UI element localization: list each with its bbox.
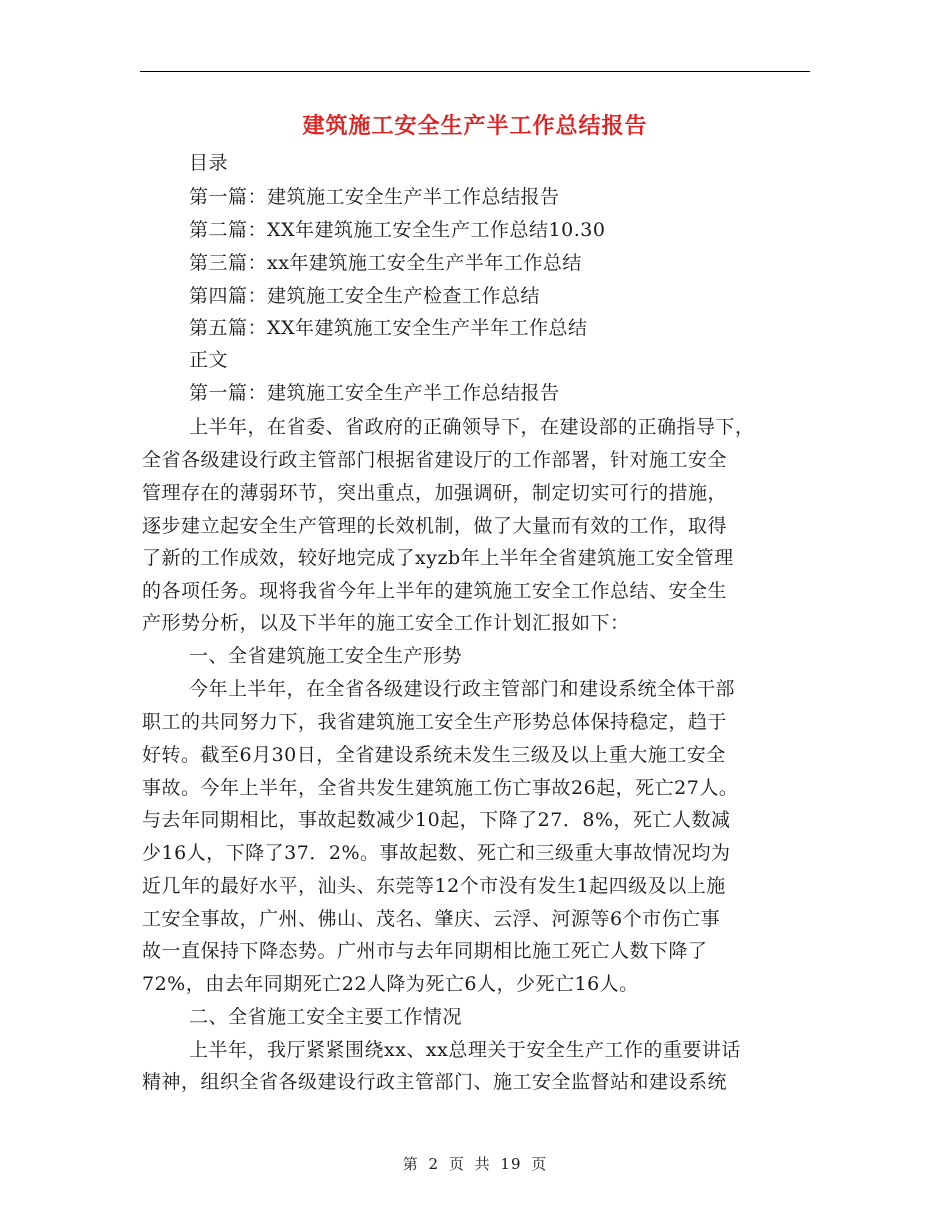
document-title: 建筑施工安全生产半工作总结报告 — [302, 113, 648, 139]
total-pages-number: 19 — [500, 1155, 522, 1173]
header-rule — [140, 71, 810, 72]
paragraph-1-line: 逐步建立起安全生产管理的长效机制，做了大量而有效的工作，取得 — [142, 515, 728, 537]
paragraph-2-line: 工安全事故，广州、佛山、茂名、肇庆、云浮、河源等6个市伤亡事 — [142, 908, 721, 930]
paragraph-1-line: 产形势分析，以及下半年的施工安全工作计划汇报如下： — [142, 612, 630, 634]
paragraph-2-line: 好转。截至6月30日，全省建设系统未发生三级及以上重大施工安全 — [142, 744, 726, 766]
chapter-title: 第一篇：建筑施工安全生产半工作总结报告 — [189, 382, 560, 404]
body-heading: 正文 — [189, 349, 229, 371]
paragraph-2-line: 72%，由去年同期死亡22人降为死亡6人，少死亡16人。 — [142, 973, 639, 995]
paragraph-1-line: 了新的工作成效，较好地完成了xyzb年上半年全省建筑施工安全管理 — [142, 547, 734, 569]
toc-item-4: 第四篇：建筑施工安全生产检查工作总结 — [189, 285, 541, 307]
paragraph-1-line: 上半年，在省委、省政府的正确领导下，在建设部的正确指导下， — [189, 416, 755, 438]
paragraph-1-line: 全省各级建设行政主管部门根据省建设厅的工作部署，针对施工安全 — [142, 449, 728, 471]
footer-prefix: 第 — [402, 1155, 419, 1173]
paragraph-2-line: 与去年同期相比，事故起数减少10起，下降了27．8%，死亡人数减 — [142, 809, 731, 831]
toc-item-3: 第三篇：xx年建筑施工安全生产半年工作总结 — [189, 252, 582, 274]
paragraph-2-line: 今年上半年，在全省各级建设行政主管部门和建设系统全体干部 — [189, 678, 736, 700]
section-2-heading: 二、全省施工安全主要工作情况 — [189, 1006, 463, 1028]
page-footer — [140, 1152, 810, 1176]
paragraph-2-line: 职工的共同努力下，我省建筑施工安全生产形势总体保持稳定，趋于 — [142, 711, 728, 733]
footer-total-word: 共 — [474, 1155, 491, 1173]
paragraph-1-line: 管理存在的薄弱环节，突出重点，加强调研，制定切实可行的措施， — [142, 482, 728, 504]
paragraph-3-line: 上半年，我厅紧紧围绕xx、xx总理关于安全生产工作的重要讲话 — [189, 1039, 741, 1061]
paragraph-1-line: 的各项任务。现将我省今年上半年的建筑施工安全工作总结、安全生 — [142, 580, 728, 602]
paragraph-2-line: 少16人，下降了37．2%。事故起数、死亡和三级重大事故情况均为 — [142, 842, 731, 864]
toc-item-2: 第二篇：XX年建筑施工安全生产工作总结10.30 — [189, 219, 606, 241]
footer-page-word: 页 — [448, 1155, 465, 1173]
paragraph-2-line: 事故。今年上半年，全省共发生建筑施工伤亡事故26起，死亡27人。 — [142, 777, 739, 799]
paragraph-2-line: 近几年的最好水平，汕头、东莞等12个市没有发生1起四级及以上施 — [142, 875, 726, 897]
toc-heading: 目录 — [189, 152, 229, 174]
toc-item-5: 第五篇：XX年建筑施工安全生产半年工作总结 — [189, 317, 588, 339]
paragraph-2-line: 故一直保持下降态势。广州市与去年同期相比施工死亡人数下降了 — [142, 940, 708, 962]
toc-item-1: 第一篇：建筑施工安全生产半工作总结报告 — [189, 186, 560, 208]
section-1-heading: 一、全省建筑施工安全生产形势 — [189, 645, 463, 667]
footer-suffix: 页 — [531, 1155, 548, 1173]
current-page-number: 2 — [428, 1155, 440, 1173]
paragraph-3-line: 精神，组织全省各级建设行政主管部门、施工安全监督站和建设系统 — [142, 1071, 728, 1093]
